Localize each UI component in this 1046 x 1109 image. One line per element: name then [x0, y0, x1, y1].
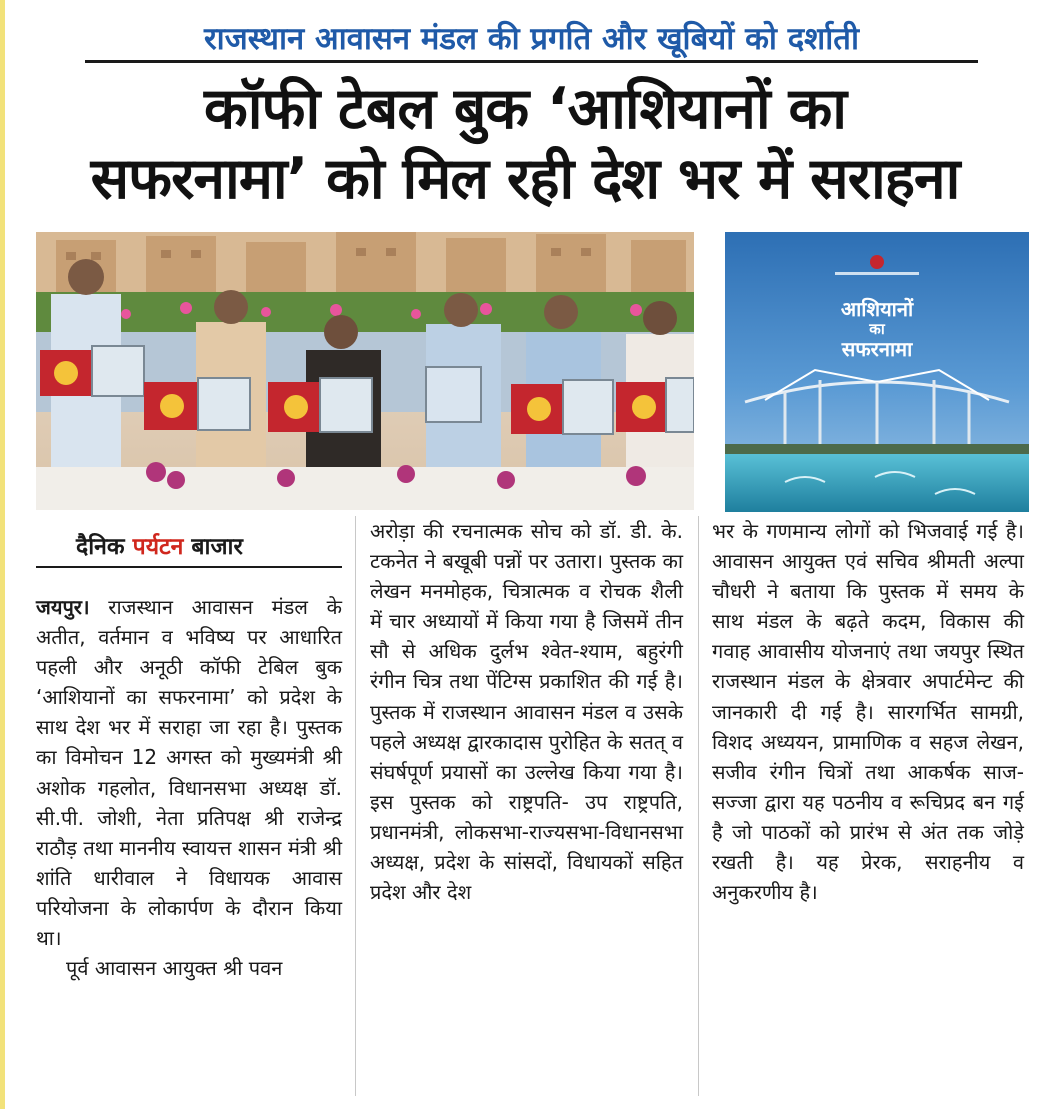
book-title-line-1: आशियानों	[840, 297, 914, 321]
article-column-1	[36, 592, 342, 983]
paragraph	[36, 592, 342, 953]
book-launch-photo	[36, 232, 694, 510]
book-title-line-2: का	[869, 320, 885, 338]
book-cover-photo	[725, 232, 1029, 512]
kicker-text: राजस्थान आवासन मंडल की प्रगति और खूबियों को दर्शाती	[203, 21, 859, 57]
article-column-2	[370, 516, 683, 907]
paragraph: अरोड़ा की रचनात्मक सोच को डॉ. डी. के. टकनेत ने बखूबी पन्नों पर उतारा। पुस्तक का लेखन मनमोहक, चित्रात्मक व रोचक शैली में चार अध्यायों में किया गया है जिसमें तीन सौ से अधिक दुर्लभ श्वेत-श्याम, बहुरंगी रंगीन चित्र तथा पेंटिग्स प्रकाशित की गई है। पुस्तक में राजस्थान आवासन मंडल व उसके पहले अध्यक्ष द्वारकादास पुरोहित के सतत् व संघर्षपूर्ण प्रयासों का उल्लेख किया गया है। इस पुस्तक को राष्ट्रपति- उप राष्ट्रपति, प्रधानमंत्री, लोकसभा-राज्यसभा-विधानसभा अध्यक्ष, प्रदेश के सांसदों, विधायकों सहित प्रदेश और देश	[370, 519, 683, 905]
column-divider	[698, 516, 699, 1096]
brand-word-2: पर्यटन	[132, 534, 184, 560]
newspaper-brand	[36, 528, 342, 568]
kicker-line	[85, 18, 978, 63]
paragraph-text: राजस्थान आवासन मंडल के अतीत, वर्तमान व भविष्य पर आधारित पहली और अनूठी कॉफी टेबिल बुक ‘आशियानों का सफरनामा’ को प्रदेश के साथ देश भर में सराहा जा रहा है। पुस्तक का विमोचन 12 अगस्त को मुख्यमंत्री श्री अशोक गहलोत, विधानसभा अध्यक्ष डॉ. सी.पी. जोशी, नेता प्रतिपक्ष श्री राजेन्द्र राठौड़ तथा माननीय स्वायत्त शासन मंत्री श्री शांति धारीवाल ने विधायक आवास परियोजना के लोकार्पण के दौरान किया था।	[36, 595, 342, 951]
brand-word-3: बाजार	[191, 534, 243, 560]
column-divider	[355, 516, 356, 1096]
headline-line-1: कॉफी टेबल बुक ‘आशियानों का	[203, 76, 847, 142]
dateline: जयपुर।	[36, 595, 90, 619]
paragraph: भर के गणमान्य लोगों को भिजवाई गई है। आवासन आयुक्त एवं सचिव श्रीमती अल्पा चौधरी ने बताया कि पुस्तक में समय के साथ मंडल के बढ़ते कदम, विकास की गवाह आवासीय योजनाएं तथा जयपुर स्थित राजस्थान मंडल के क्षेत्रवार अपार्टमेन्ट की जानकारी दी गई है। सारगर्भित सामग्री, विशद अध्ययन, प्रामाणिक व सहज लेखन, सजीव रंगीन चित्रों तथा आकर्षक साज-सज्जा द्वारा यह पठनीय व रूचिप्रद बन गई है जो पाठकों को प्रारंभ से अंत तक जोड़े रखती है। यह प्रेरक, सराहनीय व अनुकरणीय है।	[712, 519, 1024, 905]
brand-word-1: दैनिक	[76, 534, 125, 560]
headline-line-2: सफरनामा’ को मिल रही देश भर में सराहना	[90, 146, 960, 212]
headline	[20, 74, 1030, 214]
paragraph: पूर्व आवासन आयुक्त श्री पवन	[66, 956, 283, 981]
article-column-3	[712, 516, 1024, 907]
book-title-line-3: सफरनामा	[841, 337, 913, 361]
page-edge-strip	[0, 0, 5, 1109]
